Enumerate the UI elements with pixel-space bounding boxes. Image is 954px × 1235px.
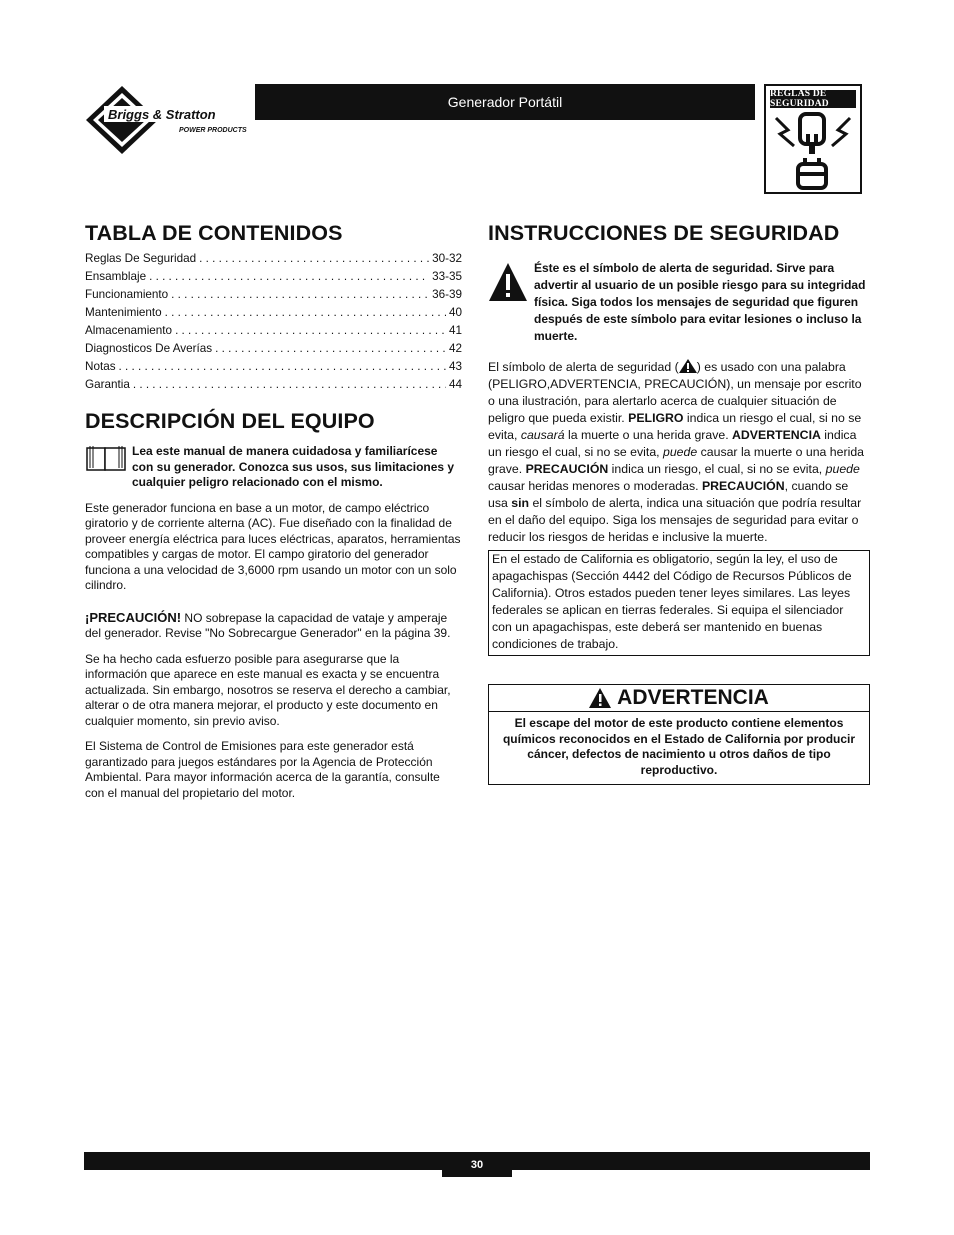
description-paragraph-2: Se ha hecho cada esfuerzo posible para asegurarse que la información que aparece en este manual es exacta y se encuentra actualizada. Sin embargo, nosotros se reserva el derecho a cambiar, alterar o de otra manera mejorar, el producto y este documento en cualquier momento, sin previo aviso.: [85, 651, 451, 728]
text-run: indica un riesgo el cual, si no se evita,: [488, 428, 857, 459]
safety-paragraph: [488, 359, 870, 546]
safety-title: INSTRUCCIONES DE SEGURIDAD: [488, 221, 840, 245]
text-run: , cuando se usa: [488, 479, 849, 510]
toc-label: Almacenamiento: [85, 324, 173, 337]
toc-label: Notas: [85, 360, 116, 373]
manual-note: [85, 444, 462, 491]
safety-rules-label: REGLAS DE SEGURIDAD: [770, 90, 856, 108]
warning-text: El escape del motor de este producto contiene elementos químicos reconocidos en el Estado de California por producir cáncer, defectos de nacimiento u otros daños de tipo reproductivo.: [502, 716, 856, 777]
warning-box: [488, 684, 870, 785]
toc-page: 43: [448, 360, 462, 373]
keyword-advertencia: ADVERTENCIA: [732, 428, 821, 442]
warning-header: [489, 685, 869, 712]
doc-title: Generador Portátil: [447, 94, 563, 110]
text-run: la muerte o una herida grave.: [564, 428, 733, 442]
toc-label: Mantenimiento: [85, 306, 162, 319]
safety-alert-text: Éste es el símbolo de alerta de seguridad. Sirve para advertir al usuario de un posible riesgo para su integridad física. Siga todos los mensajes de seguridad que figuren después de este símbolo para evitar lesiones o incluso la muerte.: [534, 261, 866, 343]
toc-page: 30-32: [432, 252, 462, 265]
header-bar: [255, 84, 755, 120]
text-run: indica un riesgo el cual, si no se evita,: [488, 411, 862, 442]
warning-title: ADVERTENCIA: [617, 686, 769, 709]
toc-label: Garantia: [85, 378, 130, 391]
warning-triangle-icon: [679, 359, 697, 373]
toc-row[interactable]: [85, 358, 462, 376]
toc-label: Ensamblaje: [85, 270, 147, 283]
keyword-sin: sin: [511, 496, 530, 510]
safety-rules-badge: [764, 84, 862, 194]
toc-label: Funcionamiento: [85, 288, 169, 301]
table-of-contents: [85, 250, 462, 394]
briggs-stratton-logo: [84, 84, 254, 156]
toc-page: 41: [448, 324, 462, 337]
electrical-plug-icon: [770, 112, 856, 190]
keyword-precaucion: PRECAUCIÓN: [701, 479, 785, 493]
warning-triangle-icon: [589, 688, 611, 708]
toc-page: 40: [448, 306, 462, 319]
toc-row[interactable]: [85, 268, 462, 286]
text-run: causar heridas menores o moderadas.: [488, 479, 702, 493]
toc-row[interactable]: [85, 322, 462, 340]
description-title: DESCRIPCIÓN DEL EQUIPO: [85, 409, 375, 433]
caution-paragraph: [85, 610, 462, 642]
caution-heading: ¡PRECAUCIÓN!: [85, 609, 182, 625]
safety-alert: [488, 260, 870, 345]
page-number: 30: [442, 1152, 512, 1177]
book-icon: [85, 444, 127, 491]
toc-page: 44: [448, 378, 462, 391]
toc-row[interactable]: [85, 340, 462, 358]
toc-page: 42: [448, 342, 462, 355]
toc-label: Reglas De Seguridad: [85, 252, 197, 265]
description-paragraph-3: El Sistema de Control de Emisiones para este generador está garantizado para juegos estándares por la Agencia de Protección Ambiental. Para mayor información acerca de la garantía, consulte con el manual del propietario del motor.: [85, 739, 440, 800]
caution-text: NO sobrepase la capacidad de vataje y amperaje del generador. Revise "No Sobrecargue Generador" en la página 39.: [85, 610, 451, 640]
california-notice-box: En el estado de California es obligatorio, según la ley, el uso de apagachispas (Sección 4442 del Código de Recursos Públicos de California). Otros estados pueden tener leyes similares. Las leyes federales se aplican en tierras federales. Si equipa el silenciador con un apagachispas, este deberá ser mantenido en buenas condiciones de trabajo.: [488, 550, 870, 656]
manual-note-text: Lea este manual de manera cuidadosa y familiarícese con su generador. Conozca sus usos, sus limitaciones y cualquier peligro relacionado con el mismo.: [132, 444, 455, 489]
text-run: causar la muerte o una herida grave.: [488, 445, 864, 476]
keyword-puede: puede: [663, 445, 698, 459]
text-run: indica un riesgo, el cual, si no se evita,: [608, 462, 826, 476]
toc-page: 36-39: [432, 288, 462, 301]
toc-page: 33-35: [432, 270, 462, 283]
text-run: El símbolo de alerta de seguridad (: [488, 360, 679, 374]
left-column: [85, 220, 462, 801]
keyword-peligro: PELIGRO: [628, 411, 684, 425]
text-run: el símbolo de alerta, indica una situación que podría resultar en el daño del equipo. Siga los mensajes de seguridad para evitar o reducir los riesgos de heridas e inclusive la muerte.: [488, 496, 862, 544]
keyword-precaucion: PRECAUCIÓN: [525, 462, 609, 476]
description-paragraph-1: Este generador funciona en base a un motor, de campo eléctrico giratorio y de corriente alterna (AC). Fue diseñado con la finalidad de proveer energía eléctrica para luces eléctricas, aparatos, herramientas compatibles y cargas de motor. El campo giratorio del generador funciona a una velocidad de 3,6000 rpm usando un motor con un solo cilindro.: [85, 500, 461, 592]
keyword-causara: causará: [520, 428, 565, 442]
toc-row[interactable]: [85, 286, 462, 304]
toc-label: Diagnosticos De Averías: [85, 342, 213, 355]
brand-sub: POWER PRODUCTS: [179, 127, 247, 134]
toc-title: TABLA DE CONTENIDOS: [85, 221, 343, 245]
brand-name: Briggs & Stratton: [108, 107, 216, 122]
toc-row[interactable]: [85, 304, 462, 322]
warning-triangle-icon: [488, 260, 532, 345]
toc-row[interactable]: [85, 376, 462, 394]
keyword-puede: puede: [825, 462, 860, 476]
toc-row[interactable]: [85, 250, 462, 268]
right-column: [488, 220, 870, 785]
text-run: ) es usado con una palabra (PELIGRO,ADVERTENCIA, PRECAUCIÓN), un mensaje por escrito o una ilustración, para alertarlo acerca de cualquier situación de peligro que pueda existir.: [488, 360, 862, 425]
